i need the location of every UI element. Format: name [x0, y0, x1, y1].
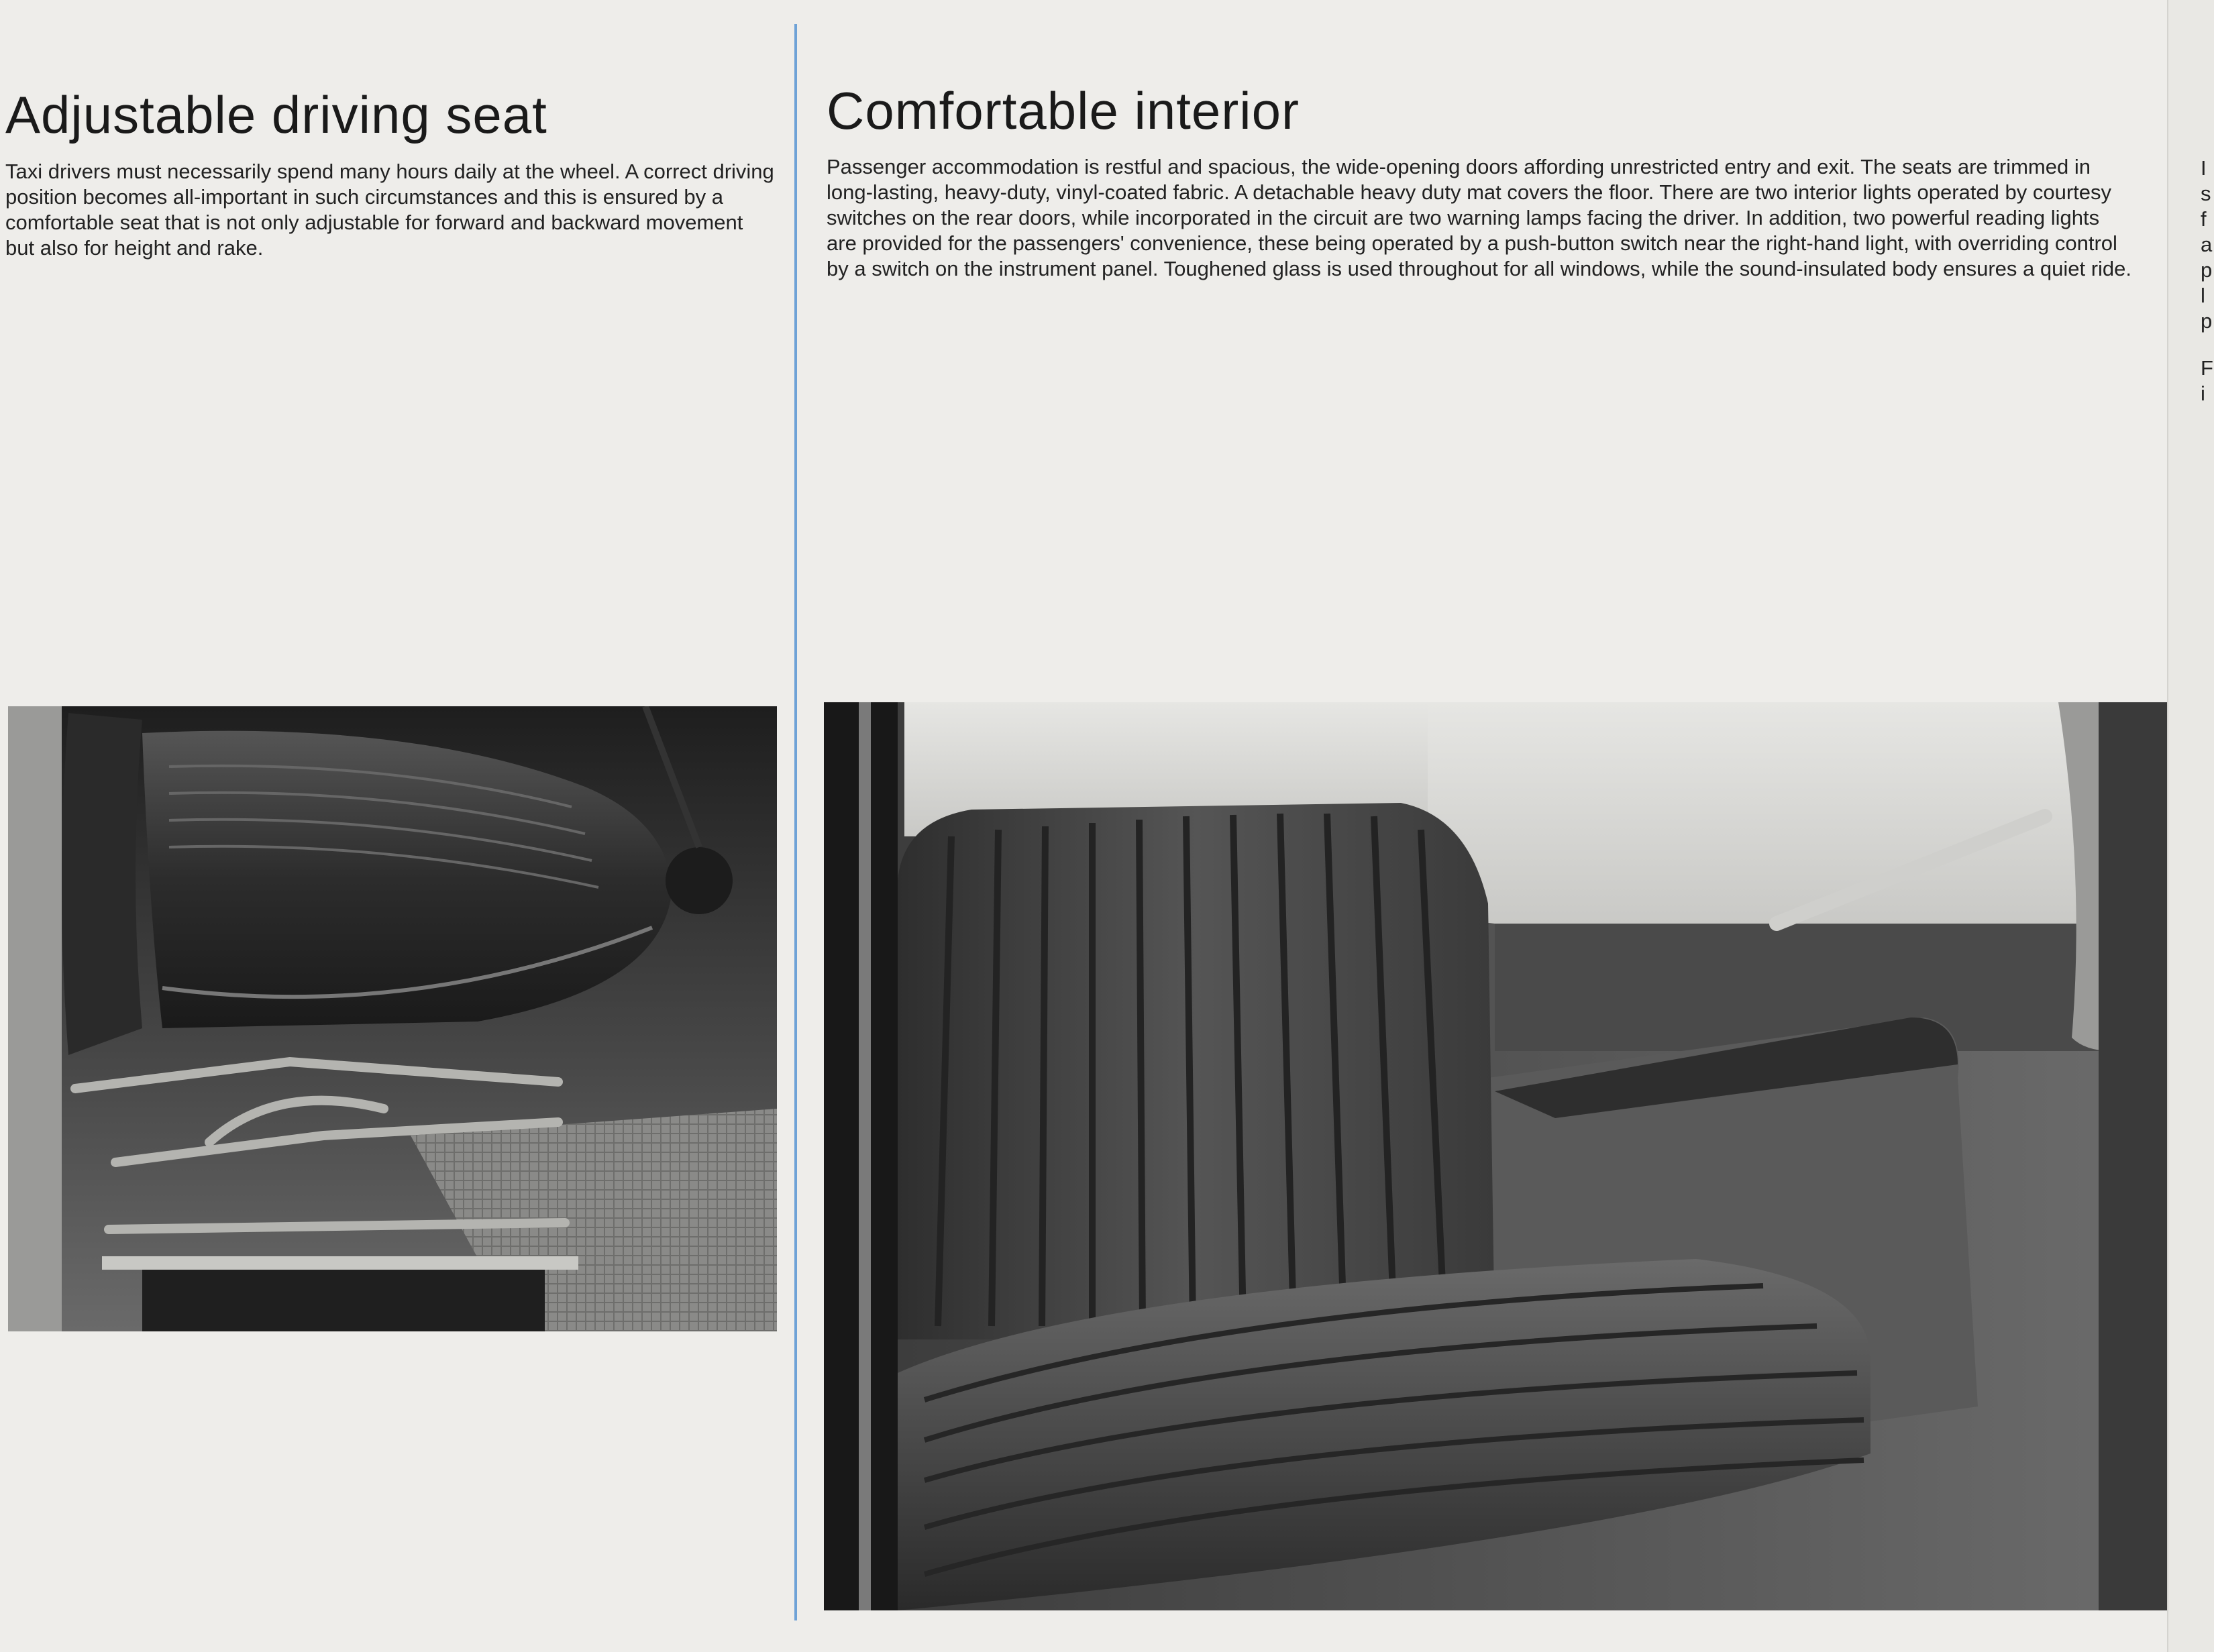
next-page-edge [2167, 0, 2214, 1652]
next-page-fragment: F [2201, 356, 2213, 380]
next-page-fragment: a [2201, 233, 2213, 256]
next-page-fragment: p [2201, 258, 2213, 282]
comfortable-interior-heading: Comfortable interior [827, 81, 1300, 140]
comfortable-interior-paragraph: Passenger accommodation is restful and spacious, the wide-opening doors affording unrestricted entry and exit. The seats are trimmed in long-lasting, heavy-duty, vinyl-coated fabric. A detachable heavy duty mat covers the floor. There are two interior lights operated by courtesy switches on the rear doors, while incorporated in the circuit are two warning lamps facing the driver. In addition, two powerful reading lights are provided for the passengers' convenience, these being operated by a push-button switch near the right-hand light, with overriding control by a switch on the instrument panel. Toughened glass is used throughout for all windows, while the sound-insulated body ensures a quiet ride. [827, 155, 2132, 280]
next-page-fragment: f [2201, 207, 2207, 231]
driving-seat-photo [8, 706, 777, 1331]
next-page-fragment: I [2201, 156, 2207, 180]
next-page-fragment: s [2201, 182, 2211, 205]
next-page-fragment: p [2201, 309, 2213, 333]
column-divider [794, 24, 797, 1620]
adjustable-seat-heading: Adjustable driving seat [5, 85, 547, 144]
next-page-fragment: i [2201, 382, 2205, 405]
rear-seat-photo [824, 702, 2170, 1610]
adjustable-seat-paragraph: Taxi drivers must necessarily spend many hours daily at the wheel. A correct driving position becomes all-important in such circumstances and this is ensured by a comfortable seat that is not only adjustable for forward and backward movement but also for height and rake. [5, 160, 774, 260]
next-page-fragment: l [2201, 284, 2205, 307]
